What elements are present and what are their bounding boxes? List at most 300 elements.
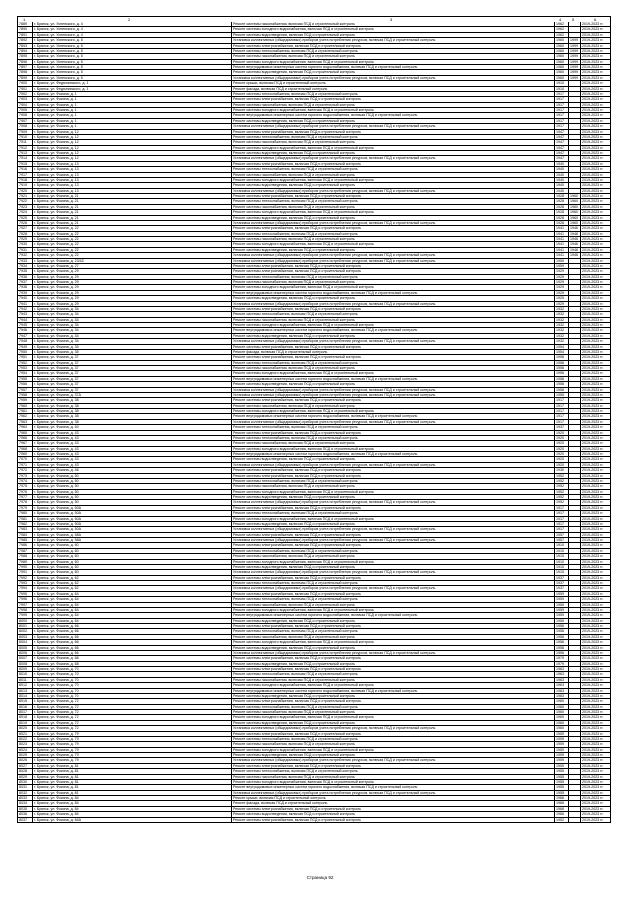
year-renovated-cell: 1999 xyxy=(570,75,578,80)
row-number-cell: 8006 xyxy=(19,650,27,655)
period-cell: 2019-2023 гг. xyxy=(580,162,611,166)
year-renovated-cell xyxy=(568,807,580,811)
work-type-cell: Установка коллективных (общедомовых) приборов учета потребления ресурсов, включая ПСД и строительный контроль xyxy=(231,302,554,306)
period-cell: 2019-2023 гг. xyxy=(580,468,611,472)
year-renovated-cell xyxy=(568,183,580,187)
row-number-cell: 7946 xyxy=(19,328,27,333)
year-built-cell: 1917 xyxy=(554,113,568,117)
row-number-cell: 8012 xyxy=(19,683,27,688)
period-cell: 2019-2023 гг. xyxy=(580,248,611,252)
address-cell: г. Брянск, ул. Фокина, д. 34 xyxy=(32,323,231,327)
year-built-cell: 1959 xyxy=(554,748,568,752)
address-cell: г. Брянск, ул. Фокина, д. 79 xyxy=(32,732,231,736)
period-cell: 2019-2023 гг. xyxy=(580,748,611,752)
period-cell: 2019-2023 гг. xyxy=(580,60,611,64)
period-cell: 2019-2023 гг. xyxy=(580,291,611,295)
row-number-cell: 7981 xyxy=(19,516,27,521)
period-cell: 2019-2023 гг. xyxy=(580,237,611,241)
year-renovated-cell xyxy=(568,689,580,693)
period-cell: 2019-2023 гг. xyxy=(580,151,611,155)
year-renovated-cell xyxy=(568,560,580,564)
address-cell: г. Брянск, ул. Фокина, д. 43 xyxy=(32,447,231,451)
address-cell: г. Брянск, ул. Фокина, д. 37 xyxy=(32,388,231,392)
year-renovated-cell xyxy=(568,420,580,424)
period-cell: 2019-2023 гг. xyxy=(580,597,611,601)
year-renovated-cell xyxy=(568,635,580,639)
work-type-cell: Ремонт системы теплоснабжения, включая ПСД и строительный контроль xyxy=(231,629,554,633)
period-cell: 2019-2023 гг. xyxy=(580,146,611,150)
row-number-cell: 7897 xyxy=(19,65,27,69)
row-number-cell: 7950 xyxy=(19,349,27,354)
work-type-cell: Ремонт внутридомовых инженерных систем горячего водоснабжения, включая ПСД и строительный контроль xyxy=(231,377,554,381)
row-number-cell: 7979 xyxy=(19,505,27,510)
year-built-cell: 1955 xyxy=(554,393,568,397)
work-type-cell: Ремонт системы водоотведения, включая ПСД и строительный контроль xyxy=(231,151,554,155)
row-number-cell: 7925 xyxy=(19,215,27,220)
address-cell: г. Брянск, ул. Фокина, д. 43 xyxy=(32,431,231,435)
address-cell: г. Брянск, ул. Фокина, д. 50А xyxy=(32,522,231,526)
work-type-cell: Ремонт системы газоснабжения, включая ПСД и строительный контроль xyxy=(231,173,554,177)
year-renovated-cell xyxy=(568,350,580,354)
address-cell: г. Брянск, ул. Фокина, д. 22 xyxy=(32,226,231,230)
period-cell: 2019-2023 гг. xyxy=(580,764,611,768)
row-number-cell: 7967 xyxy=(19,441,27,446)
period-cell: 2019-2023 гг. xyxy=(580,603,611,607)
year-renovated-cell: 1946 xyxy=(570,253,578,258)
row-number-cell: 7983 xyxy=(19,527,27,532)
year-built-cell: 1917 xyxy=(554,511,568,515)
work-type-cell: Ремонт внутридомовых инженерных систем горячего водоснабжения, включая ПСД и строительный контроль xyxy=(231,328,554,332)
work-type-cell: Ремонт системы газоснабжения, включая ПСД и строительный контроль xyxy=(231,22,554,26)
address-cell: г. Брянск, ул. Фокина, д. 43 xyxy=(32,463,231,467)
address-cell: г. Брянск, ул. Фокина, д. 29 xyxy=(32,291,231,295)
row-number-cell: 8019 xyxy=(19,720,27,725)
year-built-cell: 1963 xyxy=(554,667,568,671)
period-cell: 2019-2023 гг. xyxy=(580,350,611,354)
work-type-cell: Установка коллективных (общедомовых) приборов учета потребления ресурсов, включая ПСД и строительный контроль xyxy=(231,651,554,655)
work-type-cell: Ремонт системы водоотведения, включая ПСД и строительный контроль xyxy=(231,694,554,698)
year-renovated-cell: 1999 xyxy=(570,38,578,43)
year-built-cell: 1959 xyxy=(554,603,568,607)
address-cell: г. Брянск, ул. Фокина, д. 29 xyxy=(32,269,231,273)
work-type-cell: Ремонт системы электроснабжения, включая ПСД и строительный контроль xyxy=(231,656,554,660)
address-cell: г. Брянск, ул. Фокина, д. 38 xyxy=(32,409,231,413)
year-renovated-cell: 1999 xyxy=(570,43,578,48)
year-renovated-cell xyxy=(568,495,580,499)
work-type-cell: Ремонт системы электроснабжения, включая ПСД и строительный контроль xyxy=(231,732,554,736)
work-type-cell: Ремонт системы электроснабжения, включая ПСД и строительный контроль xyxy=(231,533,554,537)
row-number-cell: 7938 xyxy=(19,285,27,290)
work-type-cell: Ремонт системы холодного водоснабжения, включая ПСД и строительный контроль xyxy=(231,27,554,31)
year-built-cell: 1955 xyxy=(554,764,568,768)
period-cell: 2019-2023 гг. xyxy=(580,275,611,279)
address-cell: г. Брянск, ул. Фокина, д. 60 xyxy=(32,554,231,558)
address-cell: г. Брянск, ул. Фокина, д. 12 xyxy=(32,146,231,150)
year-renovated-cell xyxy=(568,758,580,762)
year-renovated-cell xyxy=(568,366,580,370)
year-renovated-cell xyxy=(568,672,580,676)
address-cell: г. Брянск, ул. Фокина, д. 70 xyxy=(32,683,231,687)
year-built-cell: 1947 xyxy=(554,146,568,150)
address-cell: г. Брянск, ул. Фокина, д. 84 xyxy=(32,796,231,800)
year-renovated-cell xyxy=(568,124,580,128)
year-built-cell: 1910 xyxy=(554,565,568,569)
year-built-cell: 1956 xyxy=(554,635,568,639)
work-type-cell: Ремонт системы электроснабжения, включая ПСД и строительный контроль xyxy=(231,624,554,628)
period-cell: 2019-2023 гг. xyxy=(580,70,611,74)
period-cell: 2019-2023 гг. xyxy=(580,264,611,268)
address-cell: г. Брянск, ул. Фокина, д. 29 xyxy=(32,285,231,289)
year-renovated-cell xyxy=(568,742,580,746)
row-number-cell: 7891 xyxy=(19,32,27,37)
address-cell: г. Брянск, ул. Фокина, д. 37 xyxy=(32,377,231,381)
year-renovated-cell xyxy=(568,264,580,268)
year-built-cell: 1929 xyxy=(554,275,568,279)
year-built-cell: 1952 xyxy=(554,484,568,488)
address-cell: г. Брянск, ул. Фокина, д. 50 xyxy=(32,474,231,478)
period-cell: 2019-2023 гг. xyxy=(580,156,611,160)
address-cell: г. Брянск, ул. Фокина, д. 29 xyxy=(32,280,231,284)
period-cell: 2019-2023 гг. xyxy=(580,173,611,177)
work-type-cell: Установка коллективных (общедомовых) приборов учета потребления ресурсов, включая ПСД и строительный контроль xyxy=(231,570,554,574)
register-table xyxy=(17,16,611,823)
row-number-cell: 7928 xyxy=(19,231,27,236)
year-renovated-cell xyxy=(568,119,580,123)
address-cell: г. Брянск, ул. Фокина, д. 21 xyxy=(32,216,231,220)
address-cell: г. Брянск, ул. Фокина, д. 34 xyxy=(32,318,231,322)
year-renovated-cell xyxy=(568,570,580,574)
address-cell: г. Брянск, ул. Фокина, д. 50 xyxy=(32,495,231,499)
row-number-cell: 8000 xyxy=(19,618,27,623)
period-cell: 2019-2023 гг. xyxy=(580,436,611,440)
row-number-cell: 7960 xyxy=(19,403,27,408)
row-number-cell: 7903 xyxy=(19,97,27,102)
year-built-cell: 1960 xyxy=(554,705,568,709)
year-renovated-cell xyxy=(568,269,580,273)
year-renovated-cell xyxy=(568,554,580,558)
row-number-cell: 7904 xyxy=(19,102,27,107)
year-renovated-cell xyxy=(568,732,580,736)
year-renovated-cell xyxy=(568,328,580,332)
period-cell: 2019-2023 гг. xyxy=(580,737,611,741)
row-number-cell: 7975 xyxy=(19,484,27,489)
year-renovated-cell xyxy=(568,500,580,504)
address-cell: г. Брянск, ул. Успенского, д. 4 xyxy=(32,27,231,31)
address-cell: г. Брянск, ул. Фокина, д. 84 xyxy=(32,807,231,811)
work-type-cell: Ремонт системы водоотведения, включая ПСД и строительный контроль xyxy=(231,216,554,220)
year-renovated-cell xyxy=(568,414,580,418)
row-number-cell: 7989 xyxy=(19,559,27,564)
row-number-cell: 7977 xyxy=(19,495,27,499)
work-type-cell: Ремонт системы водоотведения, включая ПСД и строительный контроль xyxy=(231,812,554,816)
work-type-cell: Ремонт внутридомовых инженерных систем горячего водоснабжения, включая ПСД и строительный контроль xyxy=(231,291,554,295)
year-built-cell: 1954 xyxy=(554,350,568,354)
work-type-cell: Ремонт системы водоотведения, включая ПСД и строительный контроль xyxy=(231,619,554,623)
col-1-number: 1 xyxy=(23,17,26,22)
period-cell: 2019-2023 гг. xyxy=(580,635,611,639)
work-type-cell: Ремонт внутридомовых инженерных систем горячего водоснабжения, включая ПСД и строительный контроль xyxy=(231,613,554,617)
address-cell: г. Брянск, ул. Успенского, д. 5 xyxy=(32,76,231,80)
year-built-cell: 1962 xyxy=(554,22,568,26)
year-renovated-cell xyxy=(568,409,580,413)
period-cell: 2019-2023 гг. xyxy=(580,280,611,284)
row-number-cell: 8026 xyxy=(19,758,27,763)
year-built-cell: 1960 xyxy=(554,721,568,725)
row-number-cell: 7999 xyxy=(19,613,27,618)
row-number-cell: 7943 xyxy=(19,312,27,317)
period-cell: 2019-2023 гг. xyxy=(580,113,611,117)
row-number-cell: 7907 xyxy=(19,118,27,123)
period-cell: 2019-2023 гг. xyxy=(580,124,611,128)
period-cell: 2019-2023 гг. xyxy=(580,753,611,757)
row-number-cell: 7959 xyxy=(19,398,27,403)
year-built-cell: 1910 xyxy=(554,570,568,574)
address-cell: г. Брянск, ул. Фокина, д. 1 xyxy=(32,124,231,128)
period-cell: 2019-2023 гг. xyxy=(580,490,611,494)
period-cell: 2019-2023 гг. xyxy=(580,543,611,547)
work-type-cell: Ремонт системы электроснабжения, включая ПСД и строительный контроль xyxy=(231,506,554,510)
address-cell: г. Брянск, ул. Фокина, д. 62 xyxy=(32,586,231,590)
address-cell: г. Брянск, ул. Фокина, д. 23/43 xyxy=(32,259,231,263)
work-type-cell: Ремонт системы электроснабжения, включая ПСД и строительный контроль xyxy=(231,264,554,268)
row-number-cell: 7969 xyxy=(19,452,27,456)
period-cell: 2019-2023 гг. xyxy=(580,76,611,80)
work-type-cell: Ремонт системы электроснабжения, включая ПСД и строительный контроль xyxy=(231,44,554,48)
row-number-cell: 7894 xyxy=(19,48,27,53)
year-built-cell: 1941 xyxy=(554,242,568,246)
row-number-cell: 7996 xyxy=(19,597,27,602)
work-type-cell: Ремонт системы электроснабжения, включая ПСД и строительный контроль xyxy=(231,468,554,472)
year-built-cell: 1910 xyxy=(554,81,568,85)
work-type-cell: Установка коллективных (общедомовых) приборов учета потребления ресурсов, включая ПСД и строительный контроль xyxy=(231,339,554,343)
work-type-cell: Ремонт системы теплоснабжения, включая ПСД и строительный контроль xyxy=(231,549,554,553)
year-renovated-cell xyxy=(568,302,580,306)
work-type-cell: Установка коллективных (общедомовых) приборов учета потребления ресурсов, включая ПСД и строительный контроль xyxy=(231,388,554,392)
period-cell: 2019-2023 гг. xyxy=(580,388,611,392)
period-cell: 2019-2023 гг. xyxy=(580,479,611,483)
row-number-cell: 7947 xyxy=(19,333,27,338)
row-number-cell: 7898 xyxy=(19,70,27,75)
address-cell: г. Брянск, ул. Фокина, д. 60 xyxy=(32,570,231,574)
address-cell: г. Брянск, ул. Фокина, д. 81 xyxy=(32,764,231,768)
work-type-cell: Ремонт системы газоснабжения, включая ПСД и строительный контроль xyxy=(231,710,554,714)
work-type-cell: Установка коллективных (общедомовых) приборов учета потребления ресурсов, включая ПСД и строительный контроль xyxy=(231,420,554,424)
year-renovated-cell: 1960 xyxy=(570,210,578,215)
year-built-cell: 1954 xyxy=(554,345,568,349)
work-type-cell: Ремонт системы водоотведения, включая ПСД и строительный контроль xyxy=(231,646,554,650)
address-cell: г. Брянск, ул. Фокина, д. 38 xyxy=(32,404,231,408)
work-type-cell: Установка коллективных (общедомовых) приборов учета потребления ресурсов, включая ПСД и строительный контроль xyxy=(231,758,554,762)
row-number-cell: 7995 xyxy=(19,591,27,596)
row-number-cell: 8007 xyxy=(19,656,27,661)
year-renovated-cell xyxy=(568,318,580,322)
row-number-cell: 8010 xyxy=(19,672,27,677)
row-number-cell: 7930 xyxy=(19,242,27,247)
year-renovated-cell: 1999 xyxy=(570,48,578,53)
row-number-cell: 7978 xyxy=(19,500,27,505)
period-cell: 2019-2023 гг. xyxy=(580,549,611,553)
work-type-cell: Установка коллективных (общедомовых) приборов учета потребления ресурсов, включая ПСД и строительный контроль xyxy=(231,726,554,730)
work-type-cell: Ремонт системы теплоснабжения, включая ПСД и строительный контроль xyxy=(231,135,554,139)
row-number-cell: 8013 xyxy=(19,688,27,693)
address-cell: г. Брянск, ул. Фокина, д. 72 xyxy=(32,699,231,703)
row-number-cell: 7944 xyxy=(19,317,27,322)
year-renovated-cell xyxy=(568,801,580,805)
period-cell: 2019-2023 гг. xyxy=(580,302,611,306)
year-built-cell: 1928 xyxy=(554,221,568,225)
work-type-cell: Ремонт системы теплоснабжения, включая ПСД и строительный контроль xyxy=(231,167,554,171)
period-cell: 2019-2023 гг. xyxy=(580,183,611,187)
year-built-cell: 1956 xyxy=(554,377,568,381)
address-cell: г. Брянск, ул. Фокина, д. 22 xyxy=(32,253,231,257)
work-type-cell: Ремонт внутридомовых инженерных систем горячего водоснабжения, включая ПСД и строительный контроль xyxy=(231,65,554,69)
year-built-cell: 1955 xyxy=(554,780,568,784)
period-cell: 2019-2023 гг. xyxy=(580,382,611,386)
year-built-cell: 1959 xyxy=(554,742,568,746)
year-built-cell: 1917 xyxy=(554,124,568,128)
col-3-number: 3 xyxy=(390,17,393,22)
row-number-cell: 7966 xyxy=(19,435,27,440)
period-cell: 2019-2023 гг. xyxy=(580,361,611,365)
work-type-cell: Ремонт системы холодного водоснабжения, включая ПСД и строительный контроль xyxy=(231,242,554,246)
address-cell: г. Брянск, ул. Успенского, д. 5 xyxy=(32,60,231,64)
row-number-cell: 7958 xyxy=(19,392,27,397)
work-type-cell: Ремонт системы газоснабжения, включая ПСД и строительный контроль xyxy=(231,484,554,488)
year-renovated-cell xyxy=(568,156,580,160)
address-cell: г. Брянск, ул. Фокина, д. 72 xyxy=(32,705,231,709)
address-cell: г. Брянск, ул. Фокина, д. 12 xyxy=(32,156,231,160)
address-cell: г. Брянск, ул. Фокина, д. 62 xyxy=(32,576,231,580)
work-type-cell: Ремонт системы водоотведения, включая ПСД и строительный контроль xyxy=(231,248,554,252)
row-number-cell: 7970 xyxy=(19,457,27,462)
row-number-cell: 7919 xyxy=(19,183,27,188)
year-renovated-cell xyxy=(568,334,580,338)
row-number-cell: 7951 xyxy=(19,355,27,360)
period-cell: 2019-2023 гг. xyxy=(580,694,611,698)
year-built-cell: 1920 xyxy=(554,436,568,440)
row-number-cell: 7976 xyxy=(19,489,27,494)
period-cell: 2019-2023 гг. xyxy=(580,807,611,811)
work-type-cell: Ремонт системы теплоснабжения, включая ПСД и строительный контроль xyxy=(231,581,554,585)
year-built-cell: 1920 xyxy=(554,447,568,451)
period-cell: 2019-2023 гг. xyxy=(580,785,611,789)
year-renovated-cell xyxy=(568,737,580,741)
year-built-cell: 1941 xyxy=(554,232,568,236)
year-renovated-cell xyxy=(568,705,580,709)
year-built-cell: 1917 xyxy=(554,108,568,112)
year-built-cell: 1952 xyxy=(554,818,568,822)
row-number-cell: 7914 xyxy=(19,156,27,161)
address-cell: г. Брянск, ул. Фокина, д. 27 xyxy=(32,264,231,268)
address-cell: г. Брянск, ул. Фокина, д. 34 xyxy=(32,339,231,343)
address-cell: г. Брянск, ул. Фокина, д. 70 xyxy=(32,672,231,676)
year-built-cell: 1941 xyxy=(554,253,568,257)
year-renovated-cell xyxy=(568,323,580,327)
period-cell: 2019-2023 гг. xyxy=(580,565,611,569)
address-cell: г. Брянск, ул. Фокина, д. 21 xyxy=(32,205,231,209)
year-built-cell: 1941 xyxy=(554,226,568,230)
period-cell: 2019-2023 гг. xyxy=(580,791,611,795)
year-built-cell: 1932 xyxy=(554,328,568,332)
work-type-cell: Ремонт системы водоотведения, включая ПСД и строительный контроль xyxy=(231,457,554,461)
work-type-cell: Ремонт системы газоснабжения, включая ПСД и строительный контроль xyxy=(231,441,554,445)
year-renovated-cell xyxy=(568,312,580,316)
work-type-cell: Ремонт системы газоснабжения, включая ПСД и строительный контроль xyxy=(231,280,554,284)
period-cell: 2019-2023 гг. xyxy=(580,522,611,526)
row-number-cell: 7964 xyxy=(19,425,27,430)
row-number-cell: 7909 xyxy=(19,129,27,134)
year-built-cell: 1947 xyxy=(554,140,568,144)
work-type-cell: Установка коллективных (общедомовых) приборов учета потребления ресурсов, включая ПСД и строительный контроль xyxy=(231,393,554,397)
row-number-cell: 8022 xyxy=(19,736,27,741)
year-built-cell: 1910 xyxy=(554,87,568,91)
row-number-cell: 7896 xyxy=(19,59,27,64)
period-cell: 2019-2023 гг. xyxy=(580,640,611,644)
work-type-cell: Ремонт системы холодного водоснабжения, включая ПСД и строительный контроль xyxy=(231,146,554,150)
work-type-cell: Ремонт фасада, включая ПСД и строительный контроль xyxy=(231,801,554,805)
period-cell: 2019-2023 гг. xyxy=(580,554,611,558)
year-renovated-cell xyxy=(568,27,580,31)
row-number-cell: 7972 xyxy=(19,468,27,473)
year-renovated-cell xyxy=(568,425,580,429)
year-built-cell: 1959 xyxy=(554,732,568,736)
year-built-cell: 1959 xyxy=(554,758,568,762)
year-built-cell: 1956 xyxy=(554,629,568,633)
period-cell: 2019-2023 гг. xyxy=(580,253,611,257)
row-number-cell: 8015 xyxy=(19,699,27,704)
work-type-cell: Ремонт системы холодного водоснабжения, включая ПСД и строительный контроль xyxy=(231,285,554,289)
row-number-cell: 7954 xyxy=(19,371,27,376)
row-number-cell: 7889 xyxy=(19,22,27,26)
year-built-cell: 1957 xyxy=(554,533,568,537)
row-number-cell: 7895 xyxy=(19,54,27,59)
period-cell: 2019-2023 гг. xyxy=(580,613,611,617)
row-number-cell: 7984 xyxy=(19,532,27,537)
year-built-cell: 1952 xyxy=(554,490,568,494)
row-number-cell: 7990 xyxy=(19,564,27,569)
year-renovated-cell xyxy=(568,753,580,757)
year-renovated-cell xyxy=(568,490,580,494)
year-renovated-cell xyxy=(568,285,580,289)
row-number-cell: 7941 xyxy=(19,301,27,306)
address-cell: г. Брянск, ул. Фокина, д. 50А xyxy=(32,527,231,531)
work-type-cell: Ремонт системы газоснабжения, включая ПСД и строительный контроль xyxy=(231,603,554,607)
year-built-cell: 1956 xyxy=(554,640,568,644)
year-built-cell: 1929 xyxy=(554,296,568,300)
work-type-cell: Ремонт системы водоотведения, включая ПСД и строительный контроль xyxy=(231,522,554,526)
address-cell: г. Брянск, ул. Фокина, д. 64 xyxy=(32,608,231,612)
row-number-cell: 8024 xyxy=(19,747,27,752)
period-cell: 2019-2023 гг. xyxy=(580,130,611,134)
address-cell: г. Брянск, ул. Фокина, д. 66 xyxy=(32,635,231,639)
period-cell: 2019-2023 гг. xyxy=(580,92,611,96)
row-number-cell: 7890 xyxy=(19,27,27,32)
period-cell: 2019-2023 гг. xyxy=(580,409,611,413)
row-number-cell: 7906 xyxy=(19,113,27,118)
address-cell: г. Брянск, ул. Фокина, д. 60 xyxy=(32,565,231,569)
work-type-cell: Ремонт системы теплоснабжения, включая ПСД и строительный контроль xyxy=(231,92,554,96)
year-renovated-cell: 1946 xyxy=(570,247,578,252)
work-type-cell: Ремонт системы холодного водоснабжения, включая ПСД и строительный контроль xyxy=(231,490,554,494)
address-cell: г. Брянск, ул. Фокина, д. 66 xyxy=(32,629,231,633)
period-cell: 2019-2023 гг. xyxy=(580,452,611,456)
period-cell: 2019-2023 гг. xyxy=(580,377,611,381)
address-cell: г. Брянск, ул. Фокина, д. 37 xyxy=(32,361,231,365)
work-type-cell: Установка коллективных (общедомовых) приборов учета потребления ресурсов, включая ПСД и строительный контроль xyxy=(231,527,554,531)
year-renovated-cell xyxy=(568,431,580,435)
address-cell: г. Брянск, ул. Фокина, д. 72 xyxy=(32,710,231,714)
period-cell: 2019-2023 гг. xyxy=(580,269,611,273)
